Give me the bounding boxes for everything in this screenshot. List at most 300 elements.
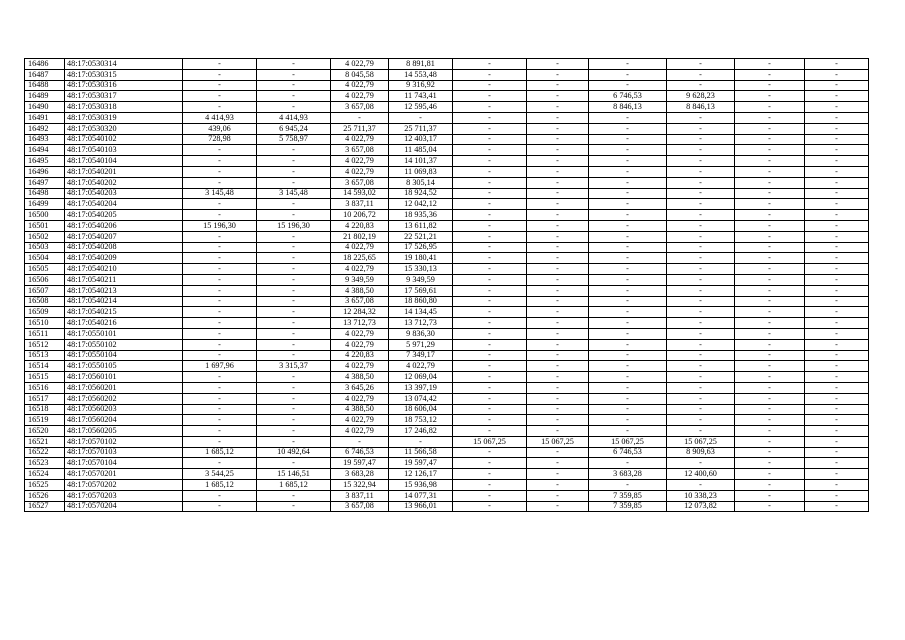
cadastral-number-cell: 48:17:0550105 [65, 361, 183, 372]
value-cell: - [453, 123, 527, 134]
value-cell: - [527, 188, 589, 199]
value-cell: - [735, 59, 805, 70]
value-cell: - [589, 404, 667, 415]
value-cell: - [453, 490, 527, 501]
value-cell: - [331, 112, 389, 123]
row-number-cell: 16487 [25, 69, 65, 80]
value-cell: - [183, 91, 257, 102]
value-cell: - [183, 339, 257, 350]
value-cell: - [735, 264, 805, 275]
value-cell: - [805, 59, 869, 70]
value-cell: - [257, 490, 331, 501]
table-row [25, 415, 869, 426]
value-cell: 3 657,08 [331, 102, 389, 113]
table-row [25, 91, 869, 102]
value-cell: - [667, 156, 735, 167]
value-cell: - [453, 253, 527, 264]
value-cell: - [589, 458, 667, 469]
row-number-cell: 16526 [25, 490, 65, 501]
value-cell: - [667, 134, 735, 145]
table-row [25, 177, 869, 188]
value-cell: - [527, 339, 589, 350]
value-cell: - [453, 350, 527, 361]
value-cell: - [589, 242, 667, 253]
value-cell: - [735, 285, 805, 296]
cadastral-number-cell: 48:17:0530315 [65, 69, 183, 80]
row-number-cell: 16493 [25, 134, 65, 145]
value-cell: 12 126,17 [389, 469, 453, 480]
row-number-cell: 16506 [25, 274, 65, 285]
value-cell: 15 067,25 [527, 436, 589, 447]
value-cell: - [183, 415, 257, 426]
value-cell: 4 022,79 [331, 426, 389, 437]
value-cell: - [735, 134, 805, 145]
value-cell: - [527, 469, 589, 480]
table-row [25, 480, 869, 491]
value-cell: - [805, 469, 869, 480]
value-cell: - [805, 372, 869, 383]
table-row [25, 112, 869, 123]
value-cell: - [527, 296, 589, 307]
value-cell: - [735, 501, 805, 512]
cadastral-number-cell: 48:17:0540209 [65, 253, 183, 264]
value-cell: 12 400,60 [667, 469, 735, 480]
value-cell: - [589, 426, 667, 437]
cadastral-number-cell: 48:17:0570202 [65, 480, 183, 491]
value-cell: - [805, 307, 869, 318]
value-cell: 3 683,28 [331, 469, 389, 480]
value-cell: - [453, 102, 527, 113]
value-cell: 4 022,79 [331, 59, 389, 70]
row-number-cell: 16521 [25, 436, 65, 447]
table-row [25, 501, 869, 512]
value-cell: - [667, 231, 735, 242]
value-cell: - [527, 102, 589, 113]
value-cell: - [257, 372, 331, 383]
value-cell: 8 305,14 [389, 177, 453, 188]
value-cell: - [667, 166, 735, 177]
value-cell: - [667, 145, 735, 156]
value-cell: - [735, 231, 805, 242]
value-cell: 4 022,79 [331, 166, 389, 177]
value-cell: - [453, 426, 527, 437]
value-cell: - [735, 102, 805, 113]
value-cell: 4 022,79 [331, 393, 389, 404]
value-cell: - [257, 166, 331, 177]
row-number-cell: 16494 [25, 145, 65, 156]
value-cell: - [589, 480, 667, 491]
value-cell: - [667, 264, 735, 275]
value-cell: - [589, 231, 667, 242]
value-cell: - [589, 145, 667, 156]
value-cell: 15 146,51 [257, 469, 331, 480]
value-cell: - [589, 307, 667, 318]
row-number-cell: 16490 [25, 102, 65, 113]
table-row [25, 458, 869, 469]
table-row [25, 264, 869, 275]
value-cell: 1 685,12 [183, 480, 257, 491]
value-cell: - [667, 220, 735, 231]
table-row [25, 220, 869, 231]
value-cell: - [257, 307, 331, 318]
table-row [25, 436, 869, 447]
value-cell: - [257, 242, 331, 253]
value-cell: - [805, 501, 869, 512]
value-cell: - [589, 59, 667, 70]
value-cell: - [257, 264, 331, 275]
value-cell: - [453, 415, 527, 426]
value-cell: - [805, 253, 869, 264]
value-cell: - [589, 69, 667, 80]
value-cell: 19 180,41 [389, 253, 453, 264]
value-cell: - [453, 318, 527, 329]
value-cell: - [667, 253, 735, 264]
cadastral-number-cell: 48:17:0560101 [65, 372, 183, 383]
value-cell: - [257, 102, 331, 113]
value-cell: - [453, 59, 527, 70]
value-cell: - [735, 188, 805, 199]
value-cell: - [453, 307, 527, 318]
value-cell: - [183, 69, 257, 80]
value-cell: - [735, 361, 805, 372]
cadastral-number-cell: 48:17:0540205 [65, 210, 183, 221]
value-cell: - [589, 274, 667, 285]
cadastral-number-cell: 48:17:0540104 [65, 156, 183, 167]
cadastral-number-cell: 48:17:0560204 [65, 415, 183, 426]
value-cell: - [257, 328, 331, 339]
value-cell: - [527, 318, 589, 329]
cadastral-number-cell: 48:17:0550102 [65, 339, 183, 350]
value-cell: - [527, 328, 589, 339]
cadastral-number-cell: 48:17:0540213 [65, 285, 183, 296]
value-cell: 17 526,95 [389, 242, 453, 253]
value-cell: - [453, 91, 527, 102]
value-cell: - [589, 339, 667, 350]
value-cell: - [805, 361, 869, 372]
value-cell: - [527, 501, 589, 512]
value-cell: - [453, 188, 527, 199]
table-row [25, 318, 869, 329]
value-cell: - [667, 59, 735, 70]
value-cell: - [589, 372, 667, 383]
value-cell: - [667, 458, 735, 469]
value-cell: - [735, 372, 805, 383]
table-row [25, 123, 869, 134]
value-cell: - [183, 490, 257, 501]
value-cell: 3 657,08 [331, 296, 389, 307]
value-cell: - [735, 145, 805, 156]
value-cell: - [805, 382, 869, 393]
table-row [25, 285, 869, 296]
value-cell: 13 966,01 [389, 501, 453, 512]
value-cell: - [453, 166, 527, 177]
value-cell: 3 683,28 [589, 469, 667, 480]
cadastral-number-cell: 48:17:0530319 [65, 112, 183, 123]
value-cell: - [805, 220, 869, 231]
value-cell: 3 837,11 [331, 199, 389, 210]
cadastral-number-cell: 48:17:0540201 [65, 166, 183, 177]
row-number-cell: 16514 [25, 361, 65, 372]
value-cell: 6 746,53 [589, 91, 667, 102]
value-cell: - [527, 231, 589, 242]
value-cell: - [453, 393, 527, 404]
value-cell: - [667, 393, 735, 404]
row-number-cell: 16524 [25, 469, 65, 480]
value-cell: - [805, 188, 869, 199]
value-cell: - [735, 123, 805, 134]
cadastral-number-cell: 48:17:0540207 [65, 231, 183, 242]
value-cell: - [257, 318, 331, 329]
value-cell: 19 597,47 [389, 458, 453, 469]
value-cell: 17 569,61 [389, 285, 453, 296]
value-cell: 12 042,12 [389, 199, 453, 210]
value-cell: - [589, 177, 667, 188]
value-cell: - [183, 382, 257, 393]
value-cell: - [527, 426, 589, 437]
table-row [25, 490, 869, 501]
value-cell: 4 022,79 [331, 91, 389, 102]
value-cell: 9 628,23 [667, 91, 735, 102]
value-cell: 18 753,12 [389, 415, 453, 426]
value-cell: 4 414,93 [257, 112, 331, 123]
value-cell: - [183, 285, 257, 296]
value-cell: - [667, 210, 735, 221]
table-body [25, 59, 869, 512]
value-cell: 15 936,98 [389, 480, 453, 491]
row-number-cell: 16522 [25, 447, 65, 458]
value-cell: - [527, 274, 589, 285]
value-cell: - [589, 350, 667, 361]
table-row [25, 426, 869, 437]
value-cell: - [735, 242, 805, 253]
row-number-cell: 16508 [25, 296, 65, 307]
value-cell: - [527, 134, 589, 145]
value-cell: - [257, 426, 331, 437]
value-cell: - [453, 274, 527, 285]
value-cell: - [805, 166, 869, 177]
value-cell: - [183, 145, 257, 156]
value-cell: - [527, 80, 589, 91]
row-number-cell: 16501 [25, 220, 65, 231]
value-cell: - [453, 264, 527, 275]
value-cell: - [527, 447, 589, 458]
row-number-cell: 16492 [25, 123, 65, 134]
value-cell: 6 746,53 [589, 447, 667, 458]
value-cell: - [389, 112, 453, 123]
row-number-cell: 16519 [25, 415, 65, 426]
value-cell: 9 836,30 [389, 328, 453, 339]
value-cell: - [589, 134, 667, 145]
value-cell: - [805, 458, 869, 469]
value-cell: - [331, 436, 389, 447]
value-cell: - [257, 501, 331, 512]
value-cell: - [805, 134, 869, 145]
row-number-cell: 16520 [25, 426, 65, 437]
value-cell: - [589, 328, 667, 339]
value-cell: - [735, 177, 805, 188]
value-cell: - [527, 156, 589, 167]
value-cell: - [667, 296, 735, 307]
value-cell: - [805, 393, 869, 404]
row-number-cell: 16517 [25, 393, 65, 404]
value-cell: - [257, 382, 331, 393]
value-cell: - [527, 480, 589, 491]
value-cell: 12 069,04 [389, 372, 453, 383]
table-row [25, 166, 869, 177]
value-cell: 3 544,25 [183, 469, 257, 480]
table-row [25, 307, 869, 318]
value-cell: 3 657,08 [331, 501, 389, 512]
value-cell: - [527, 361, 589, 372]
value-cell: - [453, 242, 527, 253]
value-cell: 11 485,04 [389, 145, 453, 156]
value-cell: - [453, 156, 527, 167]
value-cell: - [453, 210, 527, 221]
value-cell: - [257, 253, 331, 264]
row-number-cell: 16491 [25, 112, 65, 123]
value-cell: 8 846,13 [589, 102, 667, 113]
value-cell: - [589, 296, 667, 307]
value-cell: - [589, 361, 667, 372]
table-row [25, 328, 869, 339]
value-cell: - [527, 382, 589, 393]
value-cell: 4 220,83 [331, 220, 389, 231]
value-cell: - [735, 426, 805, 437]
table-row [25, 80, 869, 91]
value-cell: 22 521,21 [389, 231, 453, 242]
value-cell: - [589, 80, 667, 91]
value-cell: 9 316,92 [389, 80, 453, 91]
value-cell: - [257, 285, 331, 296]
value-cell: - [667, 188, 735, 199]
value-cell: - [805, 426, 869, 437]
value-cell: - [257, 145, 331, 156]
value-cell: - [183, 296, 257, 307]
value-cell: - [183, 242, 257, 253]
cadastral-number-cell: 48:17:0550104 [65, 350, 183, 361]
value-cell: - [735, 91, 805, 102]
value-cell: - [527, 490, 589, 501]
value-cell: - [667, 307, 735, 318]
cadastral-number-cell: 48:17:0540216 [65, 318, 183, 329]
cadastral-number-cell: 48:17:0540203 [65, 188, 183, 199]
value-cell: 5 971,29 [389, 339, 453, 350]
value-cell: - [667, 426, 735, 437]
value-cell: 1 685,12 [257, 480, 331, 491]
value-cell: - [257, 177, 331, 188]
value-cell: - [453, 80, 527, 91]
row-number-cell: 16504 [25, 253, 65, 264]
value-cell: - [183, 501, 257, 512]
row-number-cell: 16513 [25, 350, 65, 361]
value-cell: - [667, 339, 735, 350]
value-cell: - [257, 393, 331, 404]
table-row [25, 231, 869, 242]
row-number-cell: 16507 [25, 285, 65, 296]
cadastral-number-cell: 48:17:0540102 [65, 134, 183, 145]
cadastral-number-cell: 48:17:0540215 [65, 307, 183, 318]
value-cell: - [735, 296, 805, 307]
value-cell: - [527, 166, 589, 177]
value-cell: - [805, 177, 869, 188]
value-cell: 13 712,73 [331, 318, 389, 329]
value-cell: - [735, 307, 805, 318]
value-cell: - [805, 328, 869, 339]
cadastral-number-cell: 48:17:0570203 [65, 490, 183, 501]
value-cell: 4 220,83 [331, 350, 389, 361]
value-cell: - [527, 91, 589, 102]
value-cell: 12 073,82 [667, 501, 735, 512]
value-cell: 4 022,79 [331, 264, 389, 275]
value-cell: 15 322,94 [331, 480, 389, 491]
value-cell: - [527, 264, 589, 275]
value-cell: - [667, 199, 735, 210]
value-cell: 4 022,79 [331, 339, 389, 350]
value-cell: - [453, 447, 527, 458]
table-row [25, 134, 869, 145]
value-cell: 11 743,41 [389, 91, 453, 102]
value-cell: - [257, 156, 331, 167]
value-cell: - [527, 285, 589, 296]
value-cell: - [257, 339, 331, 350]
value-cell: 14 101,37 [389, 156, 453, 167]
value-cell: - [667, 328, 735, 339]
table-row [25, 372, 869, 383]
value-cell: - [589, 156, 667, 167]
value-cell: 4 388,50 [331, 372, 389, 383]
cadastral-number-cell: 48:17:0530318 [65, 102, 183, 113]
value-cell: - [805, 80, 869, 91]
value-cell: 3 315,37 [257, 361, 331, 372]
row-number-cell: 16488 [25, 80, 65, 91]
row-number-cell: 16505 [25, 264, 65, 275]
value-cell: - [805, 447, 869, 458]
value-cell: - [589, 285, 667, 296]
value-cell: - [183, 59, 257, 70]
cadastral-number-cell: 48:17:0540202 [65, 177, 183, 188]
value-cell: 1 685,12 [183, 447, 257, 458]
value-cell: - [527, 372, 589, 383]
row-number-cell: 16515 [25, 372, 65, 383]
value-cell: - [805, 404, 869, 415]
value-cell: - [735, 404, 805, 415]
cadastral-number-cell: 48:17:0540103 [65, 145, 183, 156]
table-row [25, 296, 869, 307]
value-cell: - [667, 123, 735, 134]
value-cell: - [257, 199, 331, 210]
value-cell: - [183, 166, 257, 177]
value-cell: - [805, 156, 869, 167]
value-cell: 18 225,65 [331, 253, 389, 264]
value-cell: - [735, 469, 805, 480]
value-cell: 439,06 [183, 123, 257, 134]
value-cell: - [735, 415, 805, 426]
value-cell: 3 837,11 [331, 490, 389, 501]
table-row [25, 361, 869, 372]
data-table [24, 58, 869, 512]
value-cell: - [183, 436, 257, 447]
table-row [25, 393, 869, 404]
value-cell: - [805, 490, 869, 501]
row-number-cell: 16495 [25, 156, 65, 167]
value-cell: - [805, 318, 869, 329]
table-row [25, 69, 869, 80]
value-cell: - [589, 318, 667, 329]
row-number-cell: 16497 [25, 177, 65, 188]
value-cell: 14 134,45 [389, 307, 453, 318]
value-cell: - [805, 112, 869, 123]
value-cell: - [735, 480, 805, 491]
